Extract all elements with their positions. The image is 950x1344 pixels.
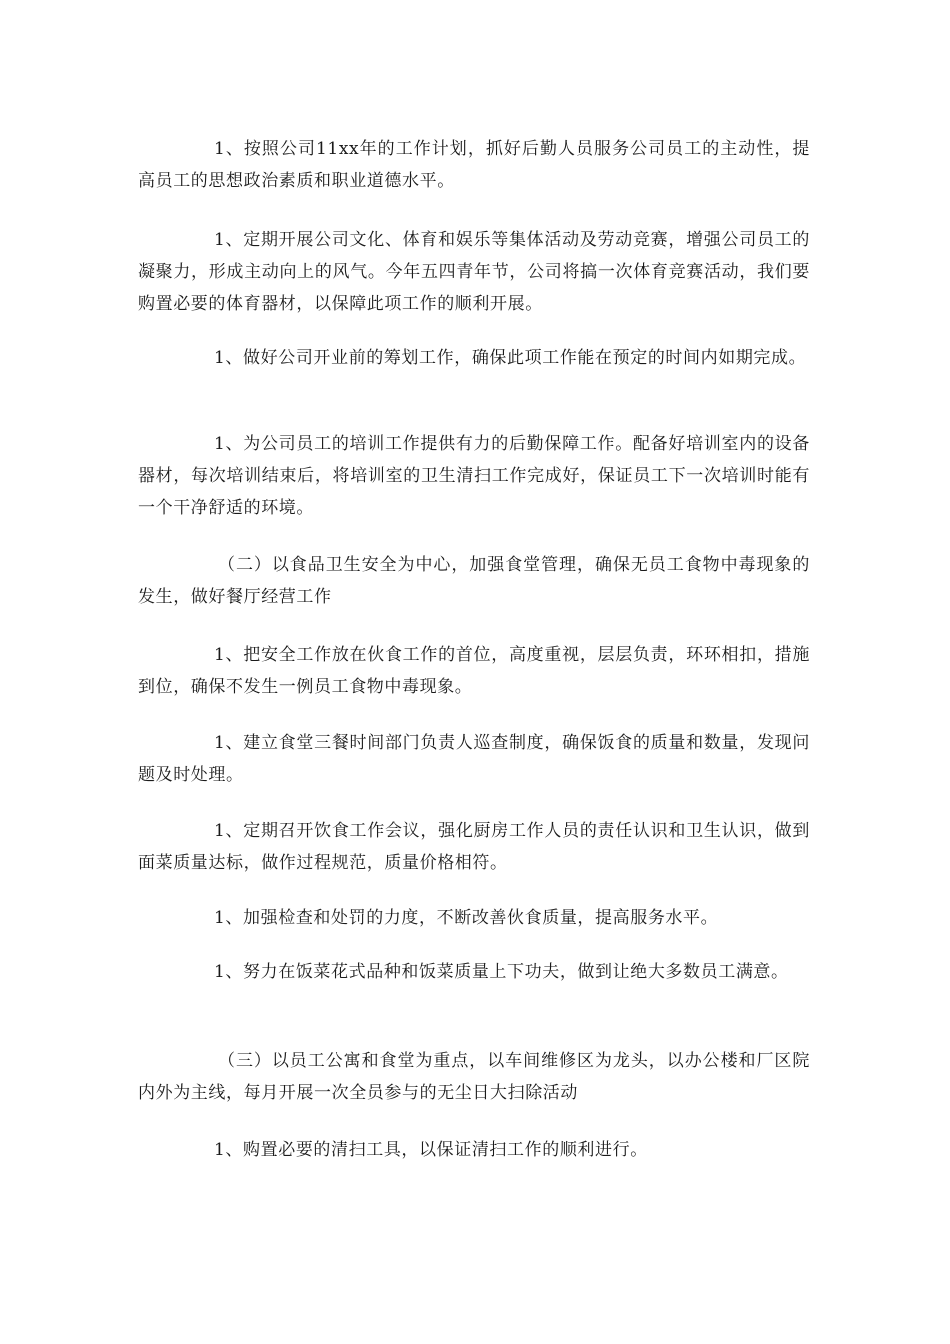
paragraph-7: 1、定期召开饮食工作会议，强化厨房工作人员的责任认识和卫生认识，做到面菜质量达标，做作过程规范，质量价格相符。 bbox=[138, 821, 810, 873]
paragraph-9: 1、努力在饭菜花式品种和饭菜质量上下功夫，做到让绝大多数员工满意。 bbox=[214, 962, 789, 982]
section-heading-3: （三）以员工公寓和食堂为重点，以车间维修区为龙头，以办公楼和厂区院内外为主线，每月开展一次全员参与的无尘日大扫除活动 bbox=[138, 1051, 810, 1103]
paragraph-10: 1、购置必要的清扫工具，以保证清扫工作的顺利进行。 bbox=[214, 1140, 648, 1160]
paragraph-4: 1、为公司员工的培训工作提供有力的后勤保障工作。配备好培训室内的设备器材，每次培训结束后，将培训室的卫生清扫工作完成好，保证员工下一次培训时能有一个干净舒适的环境。 bbox=[138, 434, 810, 518]
paragraph-5: 1、把安全工作放在伙食工作的首位，高度重视，层层负责，环环相扣，措施到位，确保不发生一例员工食物中毒现象。 bbox=[138, 645, 810, 697]
paragraph-6: 1、建立食堂三餐时间部门负责人巡查制度，确保饭食的质量和数量，发现问题及时处理。 bbox=[138, 733, 810, 785]
paragraph-1: 1、按照公司11xx年的工作计划，抓好后勤人员服务公司员工的主动性，提高员工的思想政治素质和职业道德水平。 bbox=[138, 139, 810, 191]
paragraph-3: 1、做好公司开业前的筹划工作，确保此项工作能在预定的时间内如期完成。 bbox=[214, 348, 807, 368]
paragraph-8: 1、加强检查和处罚的力度，不断改善伙食质量，提高服务水平。 bbox=[214, 908, 719, 928]
paragraph-2: 1、定期开展公司文化、体育和娱乐等集体活动及劳动竞赛，增强公司员工的凝聚力，形成主动向上的风气。今年五四青年节，公司将搞一次体育竞赛活动，我们要购置必要的体育器材，以保障此项工作的顺利开展。 bbox=[138, 230, 810, 314]
section-heading-2: （二）以食品卫生安全为中心，加强食堂管理，确保无员工食物中毒现象的发生，做好餐厅经营工作 bbox=[138, 555, 810, 607]
